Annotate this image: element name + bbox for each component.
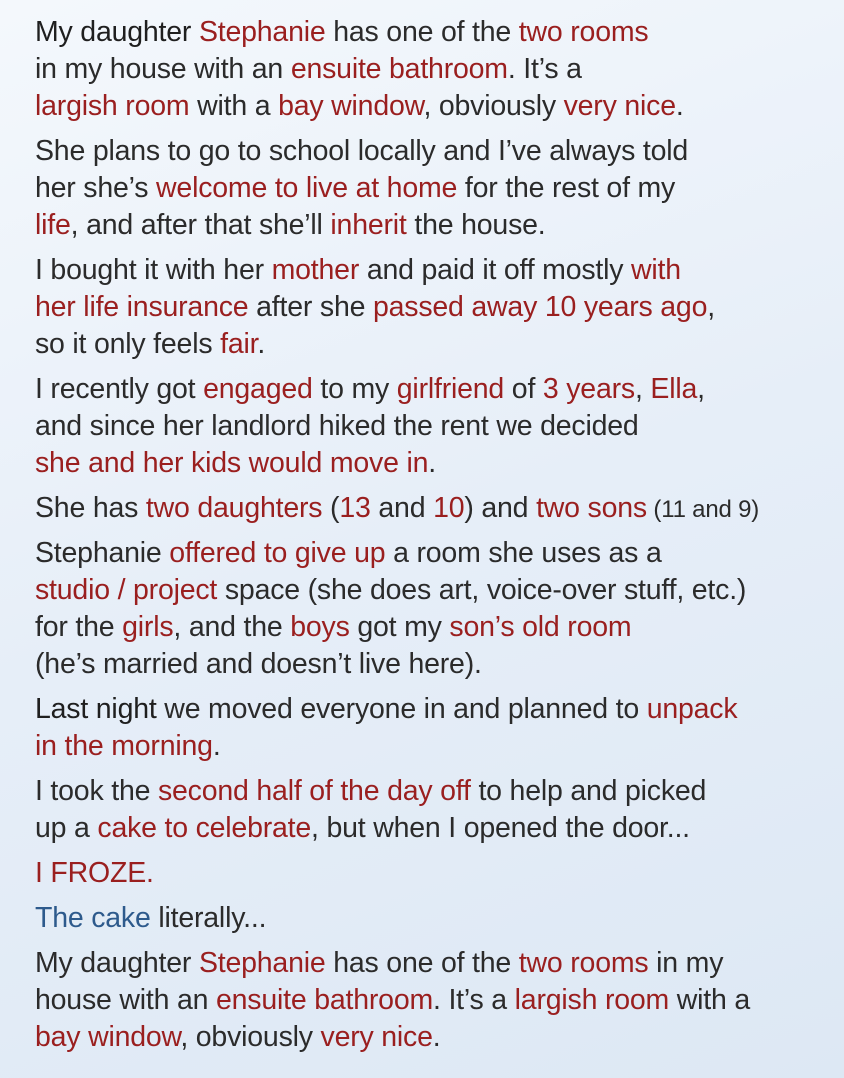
paragraph: [35, 133, 844, 244]
text-segment: (11 and 9): [646, 496, 760, 523]
highlighted-phrase: son’s old room: [449, 611, 632, 643]
highlighted-phrase: two rooms: [518, 16, 649, 48]
text-line: [35, 945, 844, 982]
text-segment: She has: [35, 492, 146, 524]
text-line: [35, 170, 844, 207]
text-segment: , and after that she’ll: [70, 209, 331, 241]
highlighted-phrase: 10: [433, 492, 465, 524]
text-segment: to my: [312, 373, 397, 405]
text-segment: ) and: [464, 492, 537, 524]
paragraph: [35, 371, 844, 482]
text-segment: .: [675, 90, 684, 122]
highlighted-phrase: very nice: [320, 1021, 433, 1053]
highlighted-phrase: bay window: [35, 1021, 181, 1053]
text-line: [35, 371, 844, 408]
text-segment: . It’s a: [507, 53, 582, 85]
text-segment: got my: [349, 611, 450, 643]
blue-phrase: The cake: [35, 902, 151, 934]
highlighted-phrase: two rooms: [518, 947, 649, 979]
highlighted-phrase: I FROZE.: [35, 857, 154, 889]
text-segment: her she’s: [35, 172, 157, 204]
paragraph: [35, 14, 844, 125]
highlighted-phrase: Stephanie: [198, 947, 326, 979]
text-segment: we moved everyone in and planned to: [156, 693, 647, 725]
text-segment: so it only feels: [35, 328, 221, 360]
text-segment: , obviously: [180, 1021, 321, 1053]
text-segment: (: [322, 492, 340, 524]
text-segment: literally...: [150, 902, 267, 934]
highlighted-phrase: very nice: [563, 90, 676, 122]
text-line: [35, 1019, 844, 1056]
text-segment: the house.: [406, 209, 546, 241]
highlighted-phrase: studio / project: [35, 574, 218, 606]
highlighted-phrase: with: [631, 254, 681, 286]
text-segment: a room she uses as a: [385, 537, 662, 569]
text-line: [35, 609, 844, 646]
text-segment: Last night: [35, 693, 157, 725]
paragraph: [35, 691, 844, 765]
text-line: [35, 572, 844, 609]
paragraph: [35, 945, 844, 1056]
text-segment: .: [432, 1021, 441, 1053]
paragraph: [35, 535, 844, 683]
highlighted-phrase: inherit: [330, 209, 407, 241]
text-line: [35, 900, 844, 937]
text-line: [35, 408, 844, 445]
highlighted-phrase: second half of the day off: [157, 775, 471, 807]
highlighted-phrase: offered to give up: [169, 537, 386, 569]
paragraph: [35, 490, 844, 527]
highlighted-phrase: unpack: [646, 693, 738, 725]
text-line: [35, 207, 844, 244]
highlighted-phrase: her life insurance: [35, 291, 249, 323]
text-segment: has one of the: [325, 16, 519, 48]
text-segment: (he’s married and doesn’t live here).: [35, 648, 482, 680]
text-segment: space (she does art, voice-over stuff, etc.): [217, 574, 747, 606]
text-line: [35, 691, 844, 728]
text-segment: with a: [669, 984, 751, 1016]
highlighted-phrase: welcome to live at home: [156, 172, 458, 204]
highlighted-phrase: in the morning: [35, 730, 213, 762]
text-segment: , and the: [173, 611, 291, 643]
text-line: [35, 289, 844, 326]
highlighted-phrase: two daughters: [145, 492, 323, 524]
highlighted-phrase: 3 years: [542, 373, 635, 405]
text-segment: ,: [634, 373, 651, 405]
text-segment: .: [212, 730, 221, 762]
text-segment: in my: [648, 947, 724, 979]
text-line: [35, 982, 844, 1019]
text-segment: for the rest of my: [457, 172, 676, 204]
text-line: [35, 326, 844, 363]
text-segment: of: [504, 373, 543, 405]
text-segment: with a: [189, 90, 279, 122]
highlighted-phrase: ensuite bathroom: [216, 984, 434, 1016]
text-line: [35, 728, 844, 765]
highlighted-phrase: fair: [220, 328, 258, 360]
highlighted-phrase: ensuite bathroom: [290, 53, 508, 85]
highlighted-phrase: mother: [271, 254, 360, 286]
text-segment: I bought it with her: [35, 254, 272, 286]
text-segment: I took the: [35, 775, 158, 807]
text-segment: ,: [707, 291, 715, 323]
text-line: [35, 14, 844, 51]
text-line: [35, 51, 844, 88]
text-segment: Stephanie: [35, 537, 170, 569]
text-line: [35, 133, 844, 170]
highlighted-phrase: largish room: [514, 984, 670, 1016]
highlighted-phrase: cake to celebrate: [97, 812, 312, 844]
text-segment: after she: [248, 291, 373, 323]
highlighted-phrase: largish room: [35, 90, 190, 122]
highlighted-phrase: boys: [290, 611, 350, 643]
text-line: [35, 810, 844, 847]
paragraph: [35, 900, 844, 937]
highlighted-phrase: girlfriend: [396, 373, 505, 405]
text-segment: I recently got: [35, 373, 204, 405]
text-segment: .: [428, 447, 436, 479]
text-line: [35, 252, 844, 289]
text-line: [35, 445, 844, 482]
text-segment: has one of the: [325, 947, 519, 979]
text-segment: ,: [697, 373, 705, 405]
text-segment: She plans to go to school locally and I’ve always told: [35, 135, 689, 167]
paragraph: [35, 855, 844, 892]
text-segment: house with an: [35, 984, 216, 1016]
highlighted-phrase: Stephanie: [198, 16, 326, 48]
text-segment: and since her landlord hiked the rent we decided: [35, 410, 639, 442]
paragraph: [35, 773, 844, 847]
highlighted-phrase: Ella: [650, 373, 698, 405]
text-segment: and paid it off mostly: [359, 254, 632, 286]
text-line: [35, 646, 844, 683]
highlighted-phrase: passed away 10 years ago: [372, 291, 708, 323]
text-line: [35, 535, 844, 572]
highlighted-phrase: 13: [339, 492, 371, 524]
highlighted-phrase: she and her kids would move in: [35, 447, 429, 479]
text-line: [35, 773, 844, 810]
text-line: [35, 490, 844, 527]
text-segment: . It’s a: [433, 984, 515, 1016]
text-segment: up a: [35, 812, 98, 844]
highlighted-phrase: life: [35, 209, 71, 241]
text-line: [35, 855, 844, 892]
paragraph: [35, 252, 844, 363]
text-segment: to help and picked: [470, 775, 707, 807]
text-segment: , obviously: [423, 90, 564, 122]
highlighted-phrase: engaged: [203, 373, 313, 405]
text-segment: for the: [35, 611, 123, 643]
text-segment: .: [257, 328, 266, 360]
text-line: [35, 88, 844, 125]
highlighted-phrase: girls: [122, 611, 174, 643]
text-segment: and: [370, 492, 434, 524]
text-segment: in my house with an: [35, 53, 291, 85]
highlighted-phrase: two sons: [536, 492, 647, 524]
text-segment: , but when I opened the door...: [311, 812, 690, 844]
text-segment: My daughter: [35, 16, 199, 48]
highlighted-phrase: bay window: [278, 90, 424, 122]
text-segment: My daughter: [35, 947, 199, 979]
